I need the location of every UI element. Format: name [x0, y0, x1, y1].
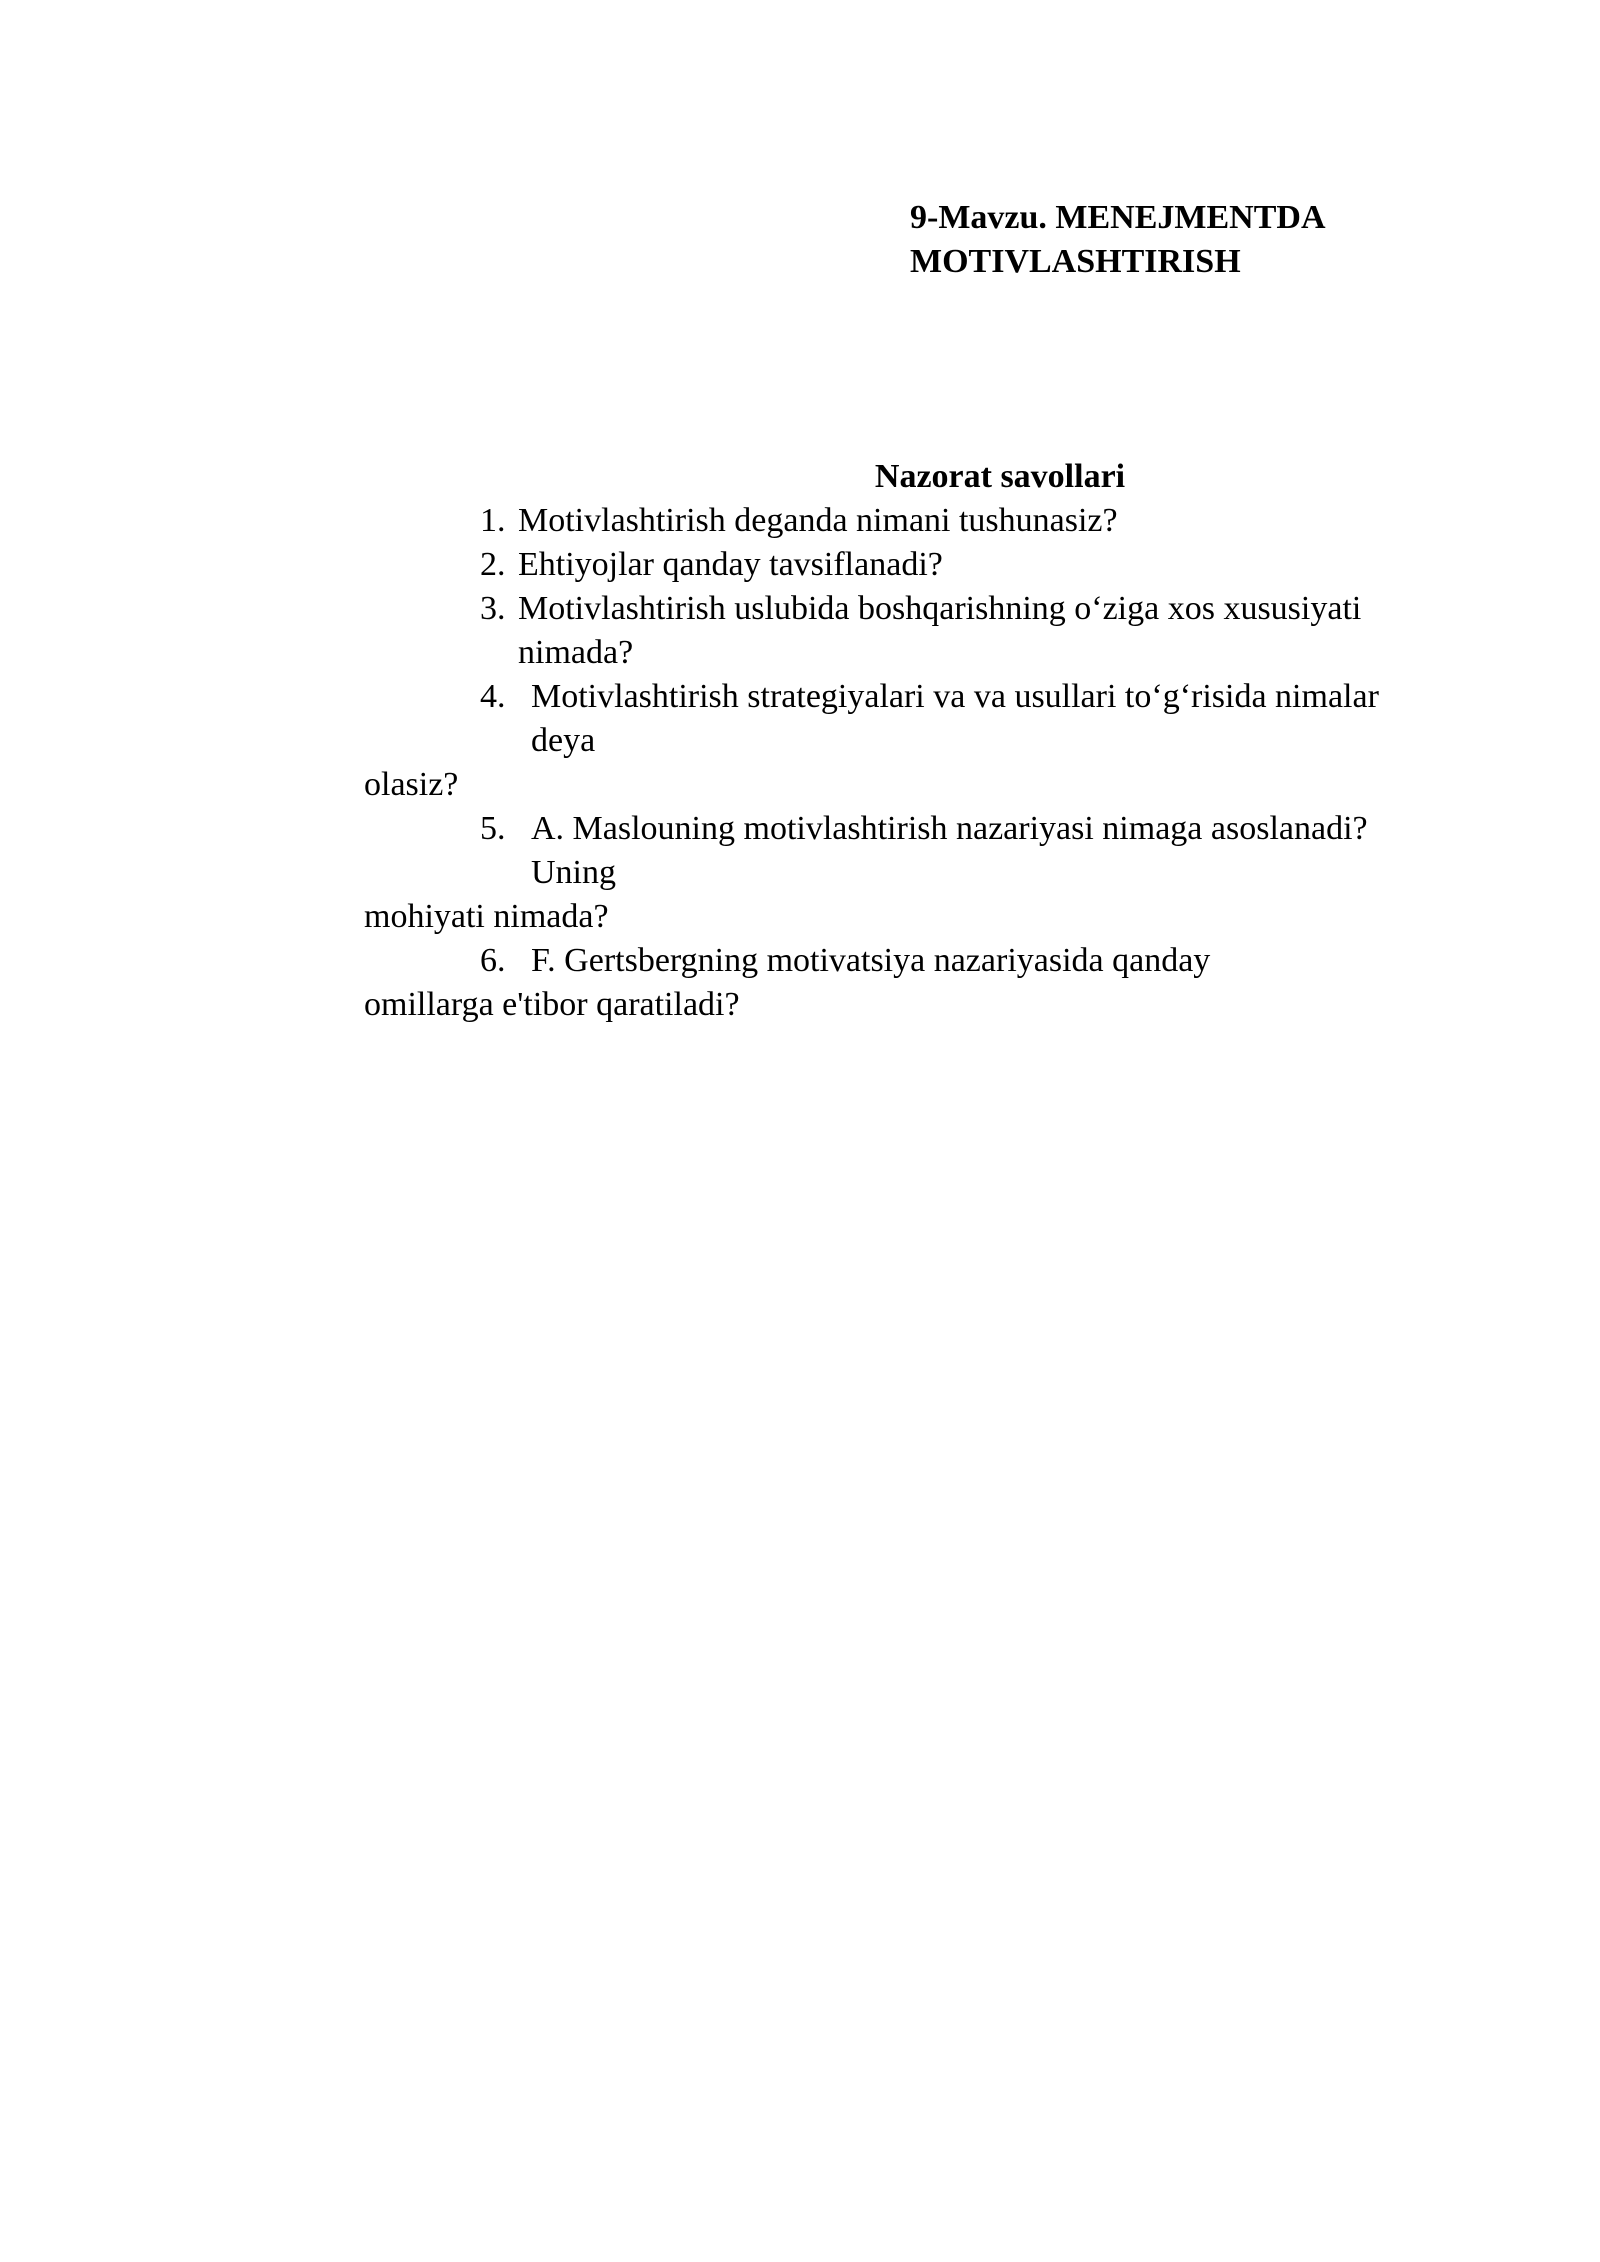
- question-2-number: 2.: [480, 546, 506, 583]
- question-6-number: 6.: [480, 942, 506, 979]
- question-3-number: 3.: [480, 590, 506, 627]
- question-4-text-line-3: olasiz?: [364, 766, 459, 803]
- section-heading: Nazorat savollari: [874, 458, 1126, 495]
- question-4-text-line-2: deya: [531, 722, 596, 759]
- question-5-text-line-3: mohiyati nimada?: [364, 898, 609, 935]
- question-6-text-line-2: omillarga e'tibor qaratiladi?: [364, 986, 740, 1023]
- question-6-text-line-1: F. Gertsbergning motivatsiya nazariyasida qanday: [531, 942, 1211, 979]
- question-5-text-line-1: A. Maslouning motivlashtirish nazariyasi nimaga asoslanadi?: [531, 810, 1368, 847]
- question-4-text-line-1: Motivlashtirish strategiyalari va va usullari to‘g‘risida nimalar: [531, 678, 1379, 715]
- question-5-number: 5.: [480, 810, 506, 847]
- page-title-line-1: 9-Mavzu. MENEJMENTDA: [910, 199, 1326, 236]
- question-5-text-line-2: Uning: [531, 854, 616, 891]
- question-4-number: 4.: [480, 678, 506, 715]
- question-3-text-line-2: nimada?: [518, 634, 634, 671]
- question-3-text-line-1: Motivlashtirish uslubida boshqarishning o‘ziga xos xususiyati: [518, 590, 1362, 627]
- question-1-text: Motivlashtirish deganda nimani tushunasiz?: [518, 502, 1118, 539]
- question-2-text: Ehtiyojlar qanday tavsiflanadi?: [518, 546, 943, 583]
- page-title-line-2: MOTIVLASHTIRISH: [910, 243, 1241, 280]
- question-1-number: 1.: [480, 502, 506, 539]
- page-title: [910, 196, 1470, 284]
